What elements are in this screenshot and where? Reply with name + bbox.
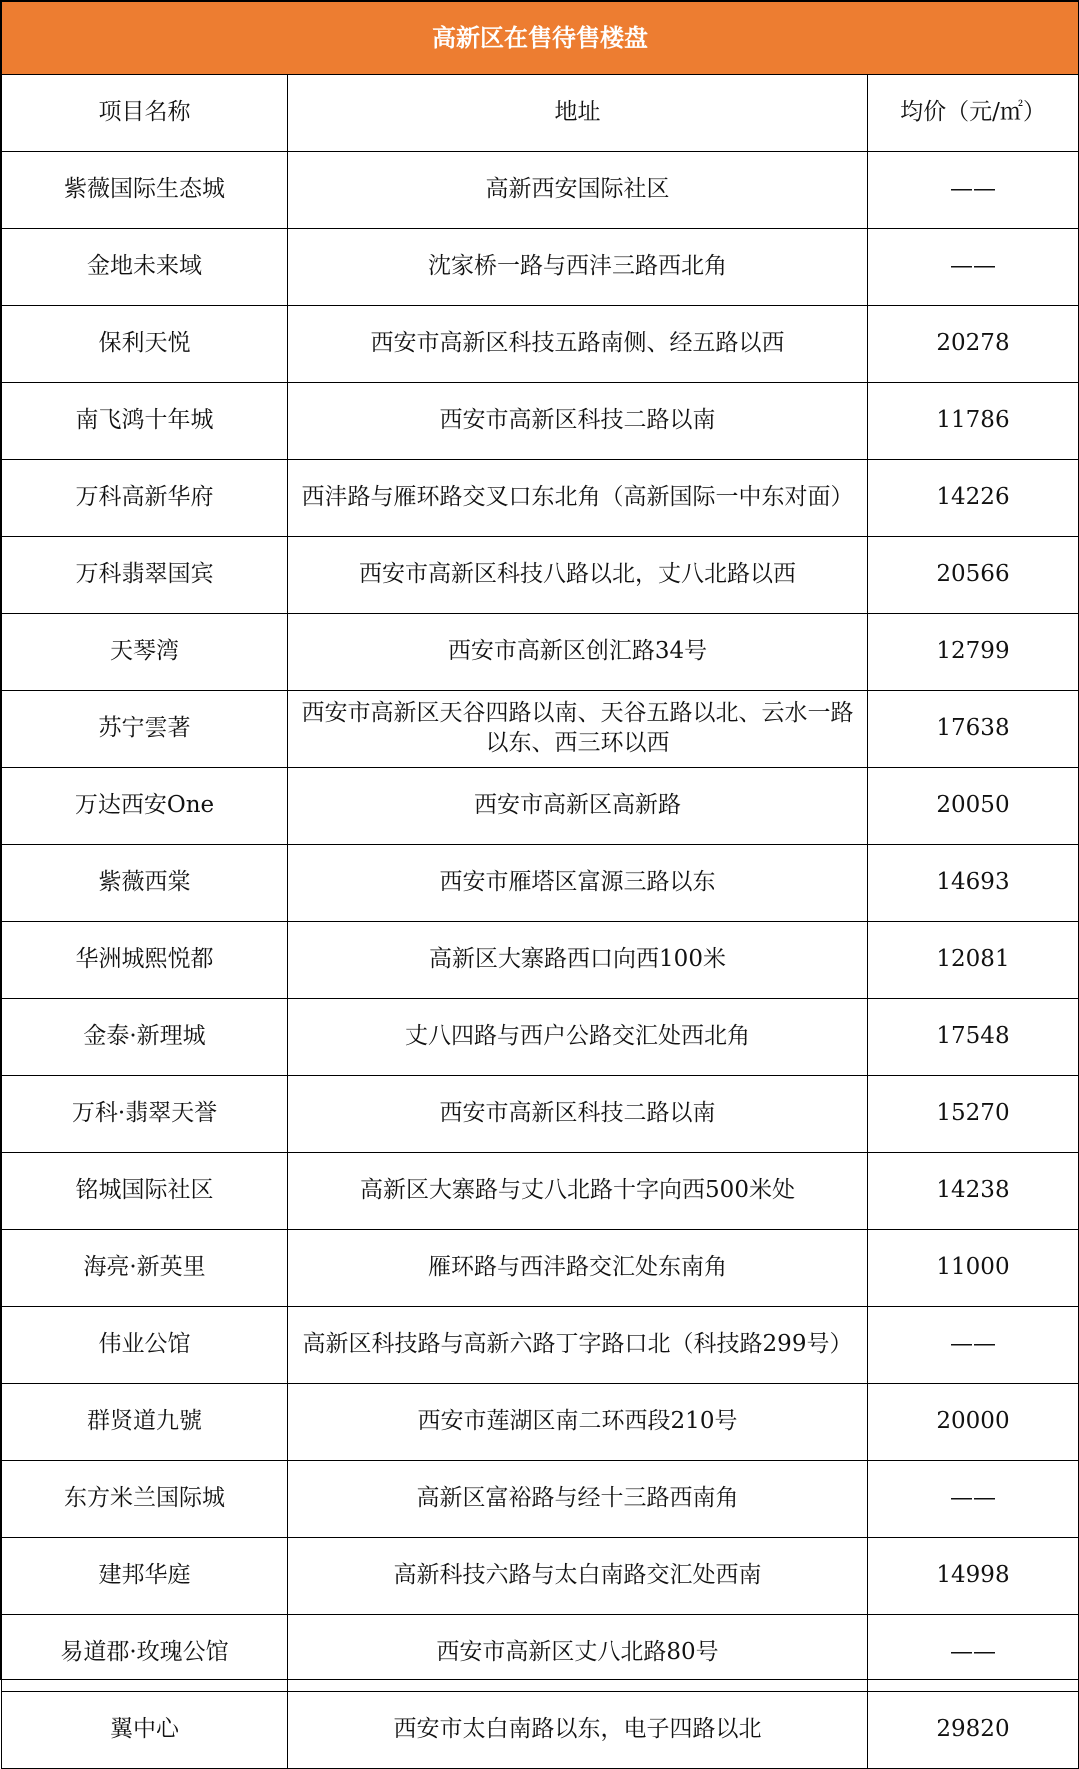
table-row xyxy=(2,1307,1079,1384)
table-row xyxy=(2,768,1079,845)
project-name: 群贤道九號 xyxy=(2,1384,288,1461)
column-header-address: 地址 xyxy=(288,75,868,152)
table-row xyxy=(2,1461,1079,1538)
project-price: 17638 xyxy=(868,691,1079,768)
project-address: 高新科技六路与太白南路交汇处西南 xyxy=(288,1538,868,1615)
project-address: 西安市高新区丈八北路80号 xyxy=(288,1615,868,1692)
project-price: —— xyxy=(868,1461,1079,1538)
project-name: 万科·翡翠天誉 xyxy=(2,1076,288,1153)
table-row xyxy=(2,1076,1079,1153)
header-row xyxy=(2,75,1079,152)
project-address: 高新区科技路与高新六路丁字路口北（科技路299号） xyxy=(288,1307,868,1384)
project-price: 11000 xyxy=(868,1230,1079,1307)
table-title: 高新区在售待售楼盘 xyxy=(2,2,1079,75)
project-address: 西安市高新区天谷四路以南、天谷五路以北、云水一路以东、西三环以西 xyxy=(288,691,868,768)
column-header-name: 项目名称 xyxy=(2,75,288,152)
table-row xyxy=(2,460,1079,537)
project-address: 高新西安国际社区 xyxy=(288,152,868,229)
project-name: 万科高新华府 xyxy=(2,460,288,537)
project-address: 西安市高新区高新路 xyxy=(288,768,868,845)
project-address: 高新区大寨路与丈八北路十字向西500米处 xyxy=(288,1153,868,1230)
project-price: —— xyxy=(868,1615,1079,1692)
project-price: 14226 xyxy=(868,460,1079,537)
table-row xyxy=(2,383,1079,460)
project-price: —— xyxy=(868,1307,1079,1384)
project-address: 西安市高新区创汇路34号 xyxy=(288,614,868,691)
project-price: —— xyxy=(868,229,1079,306)
table-row xyxy=(2,1230,1079,1307)
project-address: 沈家桥一路与西沣三路西北角 xyxy=(288,229,868,306)
project-price: 17548 xyxy=(868,999,1079,1076)
table-row xyxy=(2,614,1079,691)
project-name: 铭城国际社区 xyxy=(2,1153,288,1230)
project-name: 易道郡·玫瑰公馆 xyxy=(2,1615,288,1692)
project-address: 西安市高新区科技五路南侧、经五路以西 xyxy=(288,306,868,383)
project-price: 14693 xyxy=(868,845,1079,922)
project-name: 万达西安One xyxy=(2,768,288,845)
project-name: 紫薇西棠 xyxy=(2,845,288,922)
project-address: 西安市莲湖区南二环西段210号 xyxy=(288,1384,868,1461)
project-address: 西安市高新区科技二路以南 xyxy=(288,383,868,460)
project-price: 20050 xyxy=(868,768,1079,845)
project-address: 西沣路与雁环路交叉口东北角（高新国际一中东对面） xyxy=(288,460,868,537)
project-price: 20566 xyxy=(868,537,1079,614)
project-address: 西安市雁塔区富源三路以东 xyxy=(288,845,868,922)
table-row xyxy=(2,1384,1079,1461)
project-address: 高新区富裕路与经十三路西南角 xyxy=(288,1461,868,1538)
table-row xyxy=(2,691,1079,768)
project-name: 天琴湾 xyxy=(2,614,288,691)
project-price: 12799 xyxy=(868,614,1079,691)
project-price: 12081 xyxy=(868,922,1079,999)
project-address: 雁环路与西沣路交汇处东南角 xyxy=(288,1230,868,1307)
table-row xyxy=(2,845,1079,922)
column-header-price: 均价（元/㎡） xyxy=(868,75,1079,152)
project-price: 20278 xyxy=(868,306,1079,383)
project-price: —— xyxy=(868,152,1079,229)
project-name: 紫薇国际生态城 xyxy=(2,152,288,229)
table-row xyxy=(2,152,1079,229)
project-name: 金泰·新理城 xyxy=(2,999,288,1076)
table-row xyxy=(2,306,1079,383)
table-row xyxy=(2,1538,1079,1615)
table-row xyxy=(2,1692,1079,1769)
project-price: 15270 xyxy=(868,1076,1079,1153)
project-price: 20000 xyxy=(868,1384,1079,1461)
project-address: 高新区大寨路西口向西100米 xyxy=(288,922,868,999)
project-address: 丈八四路与西户公路交汇处西北角 xyxy=(288,999,868,1076)
project-price: 11786 xyxy=(868,383,1079,460)
project-name: 苏宁雲著 xyxy=(2,691,288,768)
project-address: 西安市太白南路以东，电子四路以北 xyxy=(288,1692,868,1769)
project-name: 金地未来域 xyxy=(2,229,288,306)
project-name: 万科翡翠国宾 xyxy=(2,537,288,614)
table-row xyxy=(2,537,1079,614)
project-name: 保利天悦 xyxy=(2,306,288,383)
project-address: 西安市高新区科技二路以南 xyxy=(288,1076,868,1153)
table-row xyxy=(2,1153,1079,1230)
project-name: 南飞鸿十年城 xyxy=(2,383,288,460)
project-price: 14238 xyxy=(868,1153,1079,1230)
table-row xyxy=(2,922,1079,999)
project-name: 建邦华庭 xyxy=(2,1538,288,1615)
project-address: 西安市高新区科技八路以北，丈八北路以西 xyxy=(288,537,868,614)
project-name: 华洲城熙悦都 xyxy=(2,922,288,999)
listing-table xyxy=(1,1,1079,1769)
project-name: 海亮·新英里 xyxy=(2,1230,288,1307)
project-name: 东方米兰国际城 xyxy=(2,1461,288,1538)
project-name: 伟业公馆 xyxy=(2,1307,288,1384)
project-price: 14998 xyxy=(868,1538,1079,1615)
table-row xyxy=(2,229,1079,306)
table-row xyxy=(2,999,1079,1076)
project-name: 翼中心 xyxy=(2,1692,288,1769)
project-price: 29820 xyxy=(868,1692,1079,1769)
